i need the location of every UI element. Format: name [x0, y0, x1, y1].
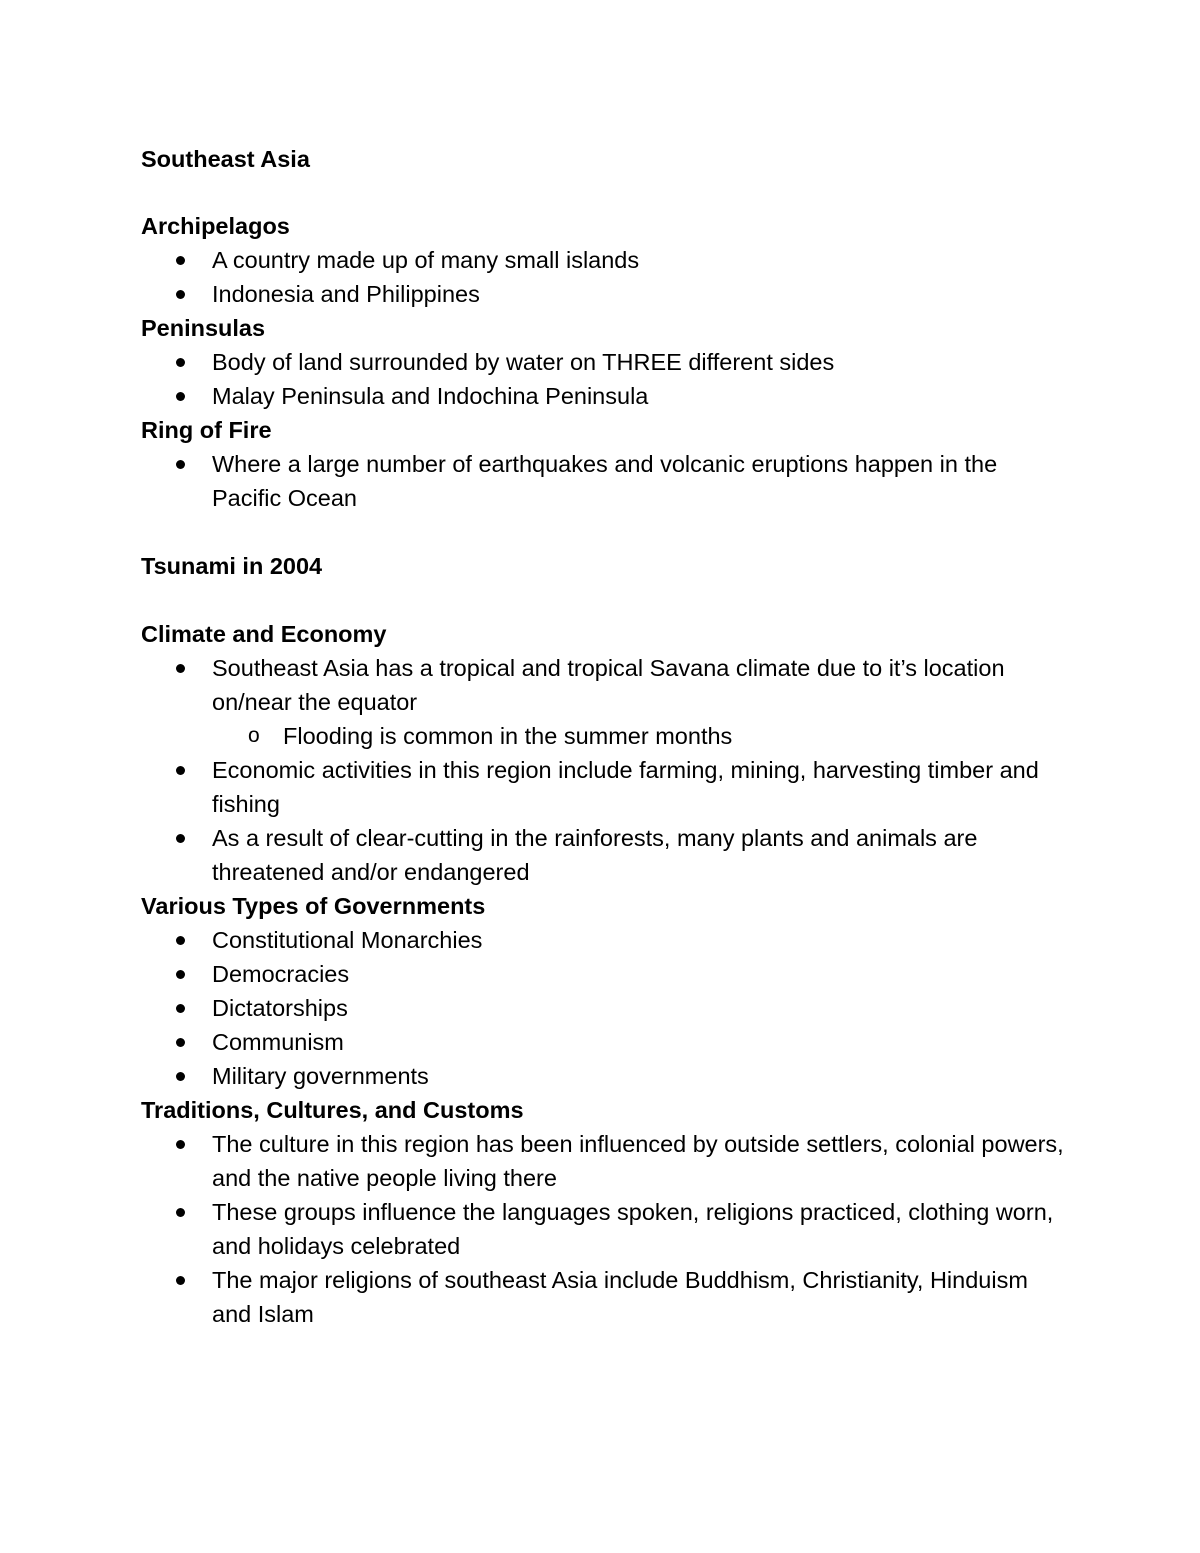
sub-list-item: o Flooding is common in the summer months: [212, 719, 1071, 753]
section-heading-climate-economy: Climate and Economy: [141, 621, 387, 647]
list-item: The culture in this region has been influenced by outside settlers, colonial powers, and the native people living there: [212, 1131, 1064, 1191]
governments-list: [141, 923, 1071, 1093]
section-heading-ring-of-fire: Ring of Fire: [141, 417, 272, 443]
climate-economy-list: [141, 651, 1071, 889]
spacer: [141, 176, 1071, 209]
spacer: [141, 583, 1071, 617]
list-item: Communism: [212, 1029, 344, 1055]
traditions-list: [141, 1127, 1071, 1331]
archipelagos-list: [141, 243, 1071, 311]
sub-bullet-icon: o: [248, 724, 260, 747]
list-item: As a result of clear-cutting in the rainforests, many plants and animals are threatened and/or endangered: [212, 825, 978, 885]
sub-list: [212, 719, 1071, 753]
list-item: Body of land surrounded by water on THREE different sides: [212, 349, 835, 375]
list-item: Indonesia and Philippines: [212, 281, 480, 307]
document-body: [141, 142, 1071, 1331]
list-item: Southeast Asia has a tropical and tropical Savana climate due to it’s location on/near the equator o Flooding is common in the summer months: [141, 651, 1071, 753]
ring-of-fire-list: [141, 447, 1071, 515]
spacer: [141, 515, 1071, 549]
list-item: Dictatorships: [212, 995, 348, 1021]
list-item: These groups influence the languages spoken, religions practiced, clothing worn, and holidays celebrated: [212, 1199, 1054, 1259]
list-item: Economic activities in this region include farming, mining, harvesting timber and fishing: [212, 757, 1039, 817]
section-heading-traditions: Traditions, Cultures, and Customs: [141, 1097, 524, 1123]
list-item: Constitutional Monarchies: [212, 927, 483, 953]
list-item: Democracies: [212, 961, 350, 987]
list-item: A country made up of many small islands: [212, 247, 640, 273]
list-item: Malay Peninsula and Indochina Peninsula: [212, 383, 649, 409]
list-item: Military governments: [212, 1063, 429, 1089]
section-heading-archipelagos: Archipelagos: [141, 213, 290, 239]
list-item: Where a large number of earthquakes and volcanic eruptions happen in the Pacific Ocean: [212, 451, 998, 511]
section-heading-governments: Various Types of Governments: [141, 893, 486, 919]
peninsulas-list: [141, 345, 1071, 413]
document-title: Southeast Asia: [141, 146, 310, 172]
section-heading-tsunami: Tsunami in 2004: [141, 553, 323, 579]
section-heading-peninsulas: Peninsulas: [141, 315, 266, 341]
list-item: The major religions of southeast Asia include Buddhism, Christianity, Hinduism and Islam: [212, 1267, 1028, 1327]
